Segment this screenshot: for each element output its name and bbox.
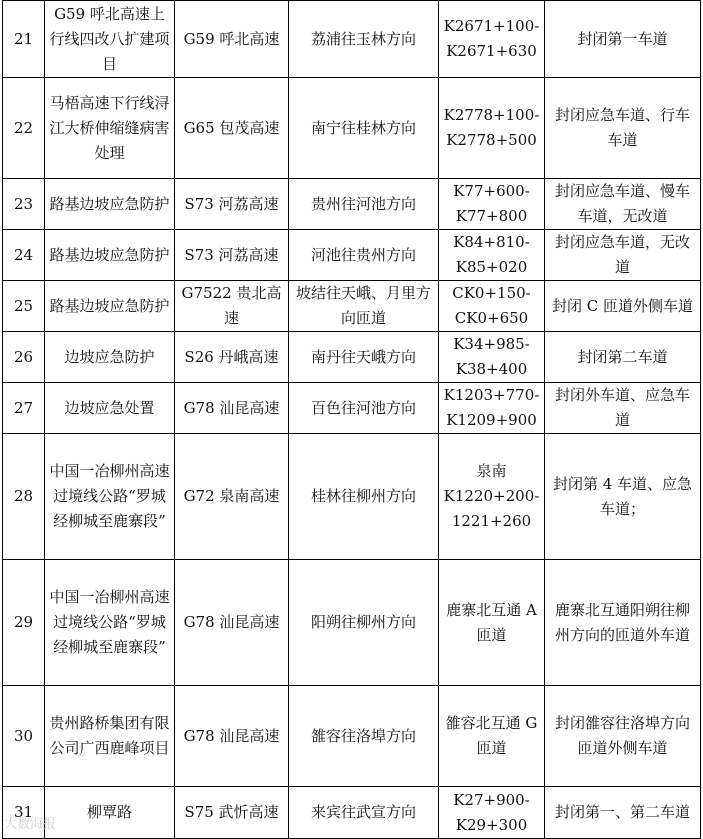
- table-row: [3, 281, 701, 332]
- stake-range: K77+600-K77+800: [439, 179, 545, 230]
- project-name: 边坡应急防护: [45, 332, 175, 383]
- closure-measure: 封闭 C 匝道外侧车道: [545, 281, 701, 332]
- stake-range: K27+900-K29+300: [439, 787, 545, 839]
- stake-range: 雒容北互通 G 匝道: [439, 686, 545, 787]
- table-row: [3, 560, 701, 686]
- stake-range: K34+985-K38+400: [439, 332, 545, 383]
- project-name: G59 呼北高速上行线四改八扩建项目: [45, 1, 175, 78]
- project-name: 中国一冶柳州高速过境线公路“罗城经柳城至鹿寨段”: [45, 560, 175, 686]
- row-number: 21: [3, 1, 45, 78]
- table-row: [3, 78, 701, 179]
- project-name: 路基边坡应急防护: [45, 179, 175, 230]
- table-row: [3, 434, 701, 560]
- closure-measure: 封闭第 4 车道、应急车道；: [545, 434, 701, 560]
- direction: 阳朔往柳州方向: [289, 560, 439, 686]
- row-number: 30: [3, 686, 45, 787]
- direction: 南丹往天峨方向: [289, 332, 439, 383]
- closure-measure: 封闭第二车道: [545, 332, 701, 383]
- road-name: G78 汕昆高速: [175, 383, 289, 434]
- closure-measure: 封闭第一、第二车道: [545, 787, 701, 839]
- table-row: [3, 383, 701, 434]
- closure-measure: 封闭雒容往洛埠方向匝道外侧车道: [545, 686, 701, 787]
- row-number: 27: [3, 383, 45, 434]
- direction: 河池往贵州方向: [289, 230, 439, 281]
- row-number: 24: [3, 230, 45, 281]
- project-name: 边坡应急处置: [45, 383, 175, 434]
- project-name: 路基边坡应急防护: [45, 230, 175, 281]
- row-number: 22: [3, 78, 45, 179]
- project-name: 中国一冶柳州高速过境线公路“罗城经柳城至鹿寨段”: [45, 434, 175, 560]
- project-name: 柳覃路: [45, 787, 175, 839]
- road-name: G78 汕昆高速: [175, 560, 289, 686]
- table-row: [3, 230, 701, 281]
- table-row: [3, 332, 701, 383]
- road-name: G72 泉南高速: [175, 434, 289, 560]
- road-name: S26 丹峨高速: [175, 332, 289, 383]
- project-name: 路基边坡应急防护: [45, 281, 175, 332]
- road-name: G65 包茂高速: [175, 78, 289, 179]
- table-row: [3, 686, 701, 787]
- direction: 桂林往柳州方向: [289, 434, 439, 560]
- direction: 贵州往河池方向: [289, 179, 439, 230]
- closure-measure: 鹿寨北互通阳朔往柳州方向的匝道外车道: [545, 560, 701, 686]
- stake-range: K2778+100-K2778+500: [439, 78, 545, 179]
- project-name: 马梧高速下行线浔江大桥伸缩缝病害处理: [45, 78, 175, 179]
- direction: 来宾往武宣方向: [289, 787, 439, 839]
- stake-range: 鹿寨北互通 A 匝道: [439, 560, 545, 686]
- closure-measure: 封闭应急车道、慢车车道，无改道: [545, 179, 701, 230]
- table-row: [3, 787, 701, 839]
- closure-measure: 封闭应急车道，无改道: [545, 230, 701, 281]
- stake-range: 泉南 K1220+200-1221+260: [439, 434, 545, 560]
- road-closure-table: [2, 0, 701, 839]
- road-name: S73 河荔高速: [175, 179, 289, 230]
- direction: 雒容往洛埠方向: [289, 686, 439, 787]
- direction: 荔浦往玉林方向: [289, 1, 439, 78]
- stake-range: K2671+100-K2671+630: [439, 1, 545, 78]
- closure-measure: 封闭应急车道、行车车道: [545, 78, 701, 179]
- row-number: 31: [3, 787, 45, 839]
- stake-range: K84+810-K85+020: [439, 230, 545, 281]
- table-row: [3, 1, 701, 78]
- closure-measure: 封闭外车道、应急车道: [545, 383, 701, 434]
- direction: 南宁往桂林方向: [289, 78, 439, 179]
- road-name: G78 汕昆高速: [175, 686, 289, 787]
- table-row: [3, 179, 701, 230]
- stake-range: K1203+770-K1209+900: [439, 383, 545, 434]
- road-name: S73 河荔高速: [175, 230, 289, 281]
- stake-range: CK0+150-CK0+650: [439, 281, 545, 332]
- row-number: 23: [3, 179, 45, 230]
- project-name: 贵州路桥集团有限公司广西鹿峰项目: [45, 686, 175, 787]
- direction: 坡结往天峨、月里方向匝道: [289, 281, 439, 332]
- watermark: 大数海报: [4, 817, 57, 832]
- closure-measure: 封闭第一车道: [545, 1, 701, 78]
- row-number: 25: [3, 281, 45, 332]
- road-name: G59 呼北高速: [175, 1, 289, 78]
- row-number: 29: [3, 560, 45, 686]
- road-name: S75 武忻高速: [175, 787, 289, 839]
- direction: 百色往河池方向: [289, 383, 439, 434]
- row-number: 26: [3, 332, 45, 383]
- row-number: 28: [3, 434, 45, 560]
- road-name: G7522 贵北高速: [175, 281, 289, 332]
